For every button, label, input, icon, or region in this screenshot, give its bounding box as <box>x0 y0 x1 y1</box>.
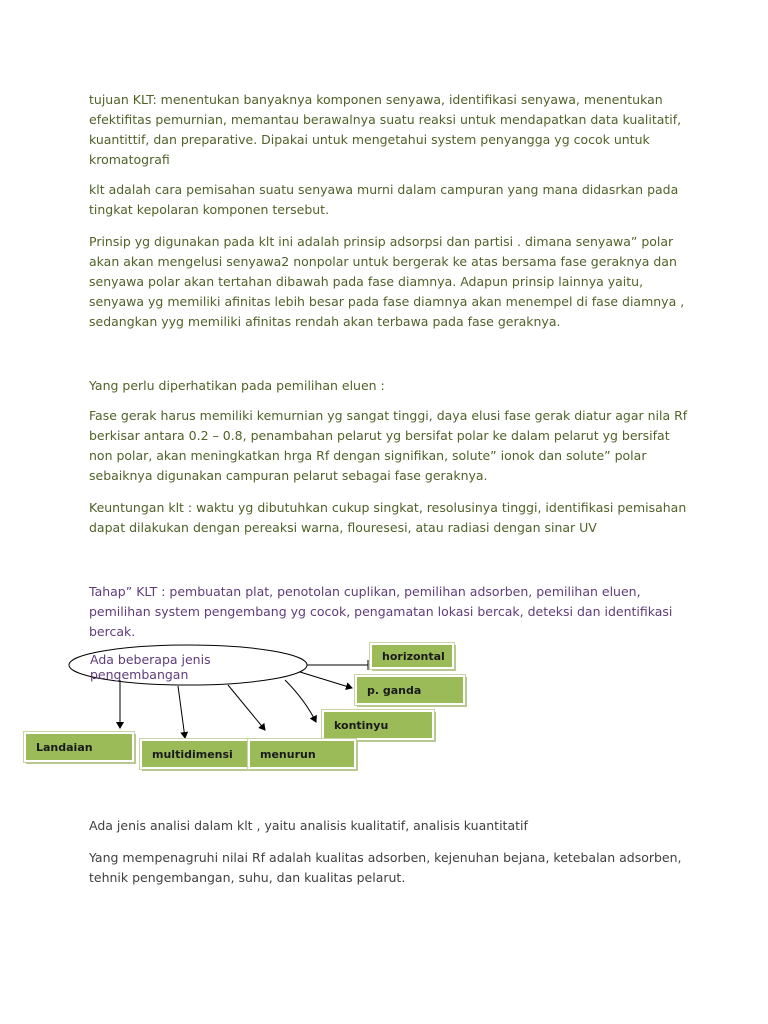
paragraph-nilai-rf: Yang mempenagruhi nilai Rf adalah kualitas adsorben, kejenuhan bejana, ketebalan adsorben, tehnik pengembangan, suhu, dan kualitas pelarut. <box>89 850 682 885</box>
paragraph-tujuan: tujuan KLT: menentukan banyaknya komponen senyawa, identifikasi senyawa, menentukan efektifitas pemurnian, memantau berawalnya suatu reaksi untuk mendapatkan data kualitatif, kuantittif, dan preparative. Dipakai untuk mengetahui system penyangga yg cocok untuk kromatografi <box>89 92 682 167</box>
box-kontinyu <box>322 710 434 740</box>
diagram-center-label: Ada beberapa jenis pengembangan <box>90 652 211 682</box>
box-horizontal-label: horizontal <box>382 649 445 663</box>
box-menurun <box>248 739 356 769</box>
paragraph-fase-gerak: Fase gerak harus memiliki kemurnian yg sangat tinggi, daya elusi fase gerak diatur agar nila Rf berkisar antara 0.2 – 0.8, penambahan pelarut yg bersifat polar ke dalam pelarut yg bersifat non polar, akan meningkatkan hrga Rf dengan signifikan, solute” ionok dan solute” polar sebaiknya digunakan campuran pelarut sebagai fase geraknya. <box>89 408 688 483</box>
box-landaian-label: Landaian <box>36 740 93 754</box>
box-multidimensi <box>140 739 250 769</box>
box-p-ganda <box>355 675 465 705</box>
box-multidimensi-label: multidimensi <box>152 747 233 761</box>
arrow-menurun <box>228 685 265 730</box>
box-horizontal <box>370 643 454 669</box>
box-p-ganda-label: p. ganda <box>367 683 422 697</box>
box-menurun-label: menurun <box>260 747 316 761</box>
arrow-kontinyu <box>285 680 316 722</box>
paragraph-definisi: klt adalah cara pemisahan suatu senyawa murni dalam campuran yang mana didasrkan pada tingkat kepolaran komponen tersebut. <box>89 182 679 217</box>
paragraph-jenis-analisis: Ada jenis analisi dalam klt , yaitu analisis kualitatif, analisis kuantitatif <box>89 818 528 833</box>
box-landaian <box>24 732 134 762</box>
box-kontinyu-label: kontinyu <box>334 718 389 732</box>
paragraph-keuntungan: Keuntungan klt : waktu yg dibutuhkan cukup singkat, resolusinya tinggi, identifikasi pemisahan dapat dilakukan dengan pereaksi warna, flouresesi, atau radiasi dengan sinar UV <box>89 500 687 535</box>
paragraph-eluen-heading: Yang perlu diperhatikan pada pemilihan eluen : <box>89 378 385 393</box>
paragraph-tahap: Tahap” KLT : pembuatan plat, penotolan cuplikan, pemilihan adsorben, pemilihan eluen, pemilihan system pengembang yg cocok, pengamatan lokasi bercak, deteksi dan identifikasi bercak. <box>89 584 673 639</box>
paragraph-prinsip: Prinsip yg digunakan pada klt ini adalah prinsip adsorpsi dan partisi . dimana senyawa” polar akan akan mengelusi senyawa2 nonpolar untuk bergerak ke atas bersama fase geraknya dan senyawa polar akan tertahan dibawah pada fase diamnya. Adapun prinsip lainnya yaitu, senyawa yg memiliki afinitas lebih besar pada fase diamnya akan menempel di fase diamnya , sedangkan yyg memiliki afinitas rendah akan terbawa pada fase geraknya. <box>89 234 685 329</box>
arrow-multidimensi <box>178 686 185 738</box>
